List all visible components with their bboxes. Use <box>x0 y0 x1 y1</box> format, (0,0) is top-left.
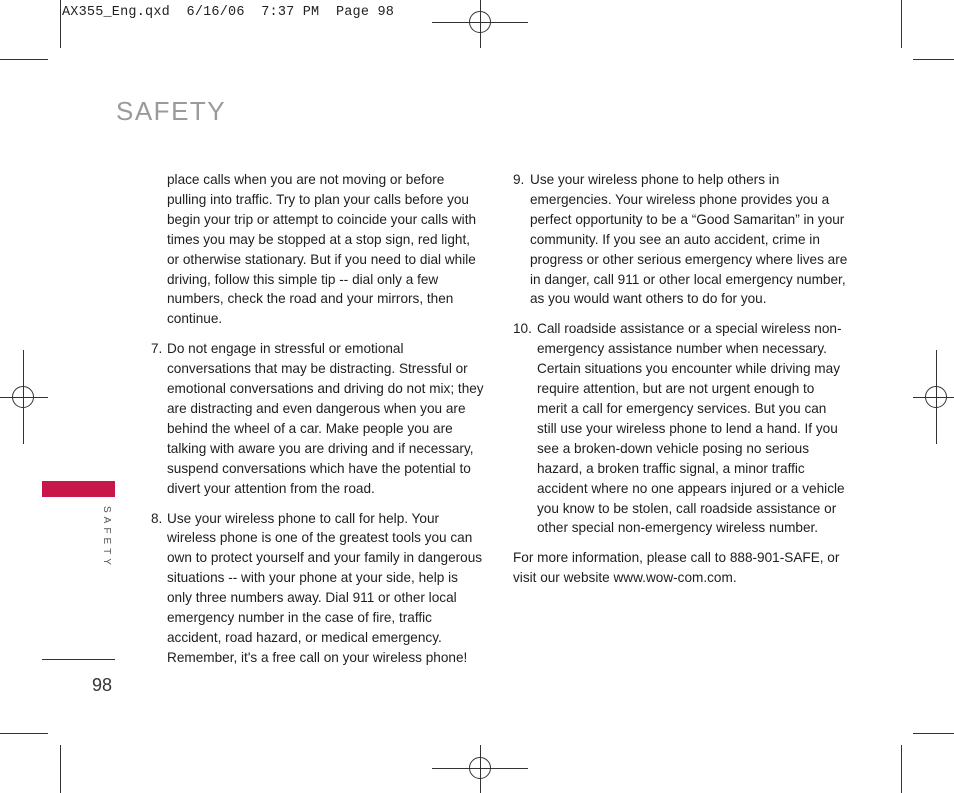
crop-mark-bottom-right-v <box>901 745 902 793</box>
crop-mark-bottom-right-h <box>913 733 954 734</box>
page-number: 98 <box>92 675 113 695</box>
list-item-8 <box>151 509 485 668</box>
left-column <box>151 170 485 678</box>
list-number: 8. <box>151 510 163 526</box>
list-text: Call roadside assistance or a special wireless non-emergency assistance number when necessary. Certain situations you encounter while driving may require attention, but are not urgent enough to merit a call for emergency services. But you can still use your wireless phone to lend a hand. If you see a broken-down vehicle posing no serious hazard, a broken traffic signal, a minor traffic accident where no one appears injured or a vehicle you know to be stolen, call roadside assistance or other special non-emergency wireless number. <box>537 321 845 536</box>
crop-mark-bottom-left-v <box>60 745 61 793</box>
list-number: 9. <box>513 172 525 187</box>
continuation-paragraph: place calls when you are not moving or before pulling into traffic. Try to plan your calls before you begin your trip or attempt to coincide your calls with times you may be stopped at a stop sign, red light, or otherwise stationary. But if you need to dial while driving, follow this simple tip -- dial only a few numbers, check the road and your mirrors, then continue. <box>167 172 477 327</box>
crop-mark-top-left-h <box>0 59 48 60</box>
list-item-7 <box>151 339 485 498</box>
list-number: 7. <box>151 341 163 357</box>
print-header: AX355_Eng.qxd 6/16/06 7:37 PM Page 98 <box>62 5 395 20</box>
list-number: 10. <box>513 321 532 337</box>
more-info-paragraph: For more information, please call to 888-901-SAFE, or visit our website www.wow-com.com. <box>513 550 840 586</box>
footer-rule <box>42 659 115 660</box>
crop-mark-top-left-v <box>60 0 61 48</box>
side-tab-label: SAFETY <box>101 506 112 569</box>
list-text: Use your wireless phone to help others in emergencies. Your wireless phone provides you a perfect opportunity to be a “Good Samaritan” in your community. If you see an auto accident, crime in progress or other serious emergency where lives are in danger, call 911 or other local emergency number, as you would want others to do for you. <box>530 172 848 307</box>
crop-mark-top-right-h <box>913 59 954 60</box>
list-text: Do not engage in stressful or emotional conversations that may be distracting. Stressful or emotional conversations and driving do not mix; they are distracting and even dangerous when you are behind the wheel of a car. Make people you are talking with aware you are driving and if necessary, suspend conversations which have the potential to divert your attention from the road. <box>167 341 484 496</box>
list-item-9 <box>513 170 848 309</box>
side-tab-bar <box>42 481 115 497</box>
list-item-10 <box>513 319 848 538</box>
section-title: SAFETY <box>116 96 227 126</box>
crop-mark-bottom-left-h <box>0 733 48 734</box>
right-column <box>513 170 848 588</box>
crop-mark-top-right-v <box>901 0 902 48</box>
list-text: Use your wireless phone to call for help. Your wireless phone is one of the greatest tools you can own to protect yourself and your family in dangerous situations -- with your phone at your side, help is only three numbers away. Dial 911 or other local emergency number in the case of fire, traffic accident, road hazard, or medical emergency. Remember, it's a free call on your wireless phone! <box>167 510 483 665</box>
